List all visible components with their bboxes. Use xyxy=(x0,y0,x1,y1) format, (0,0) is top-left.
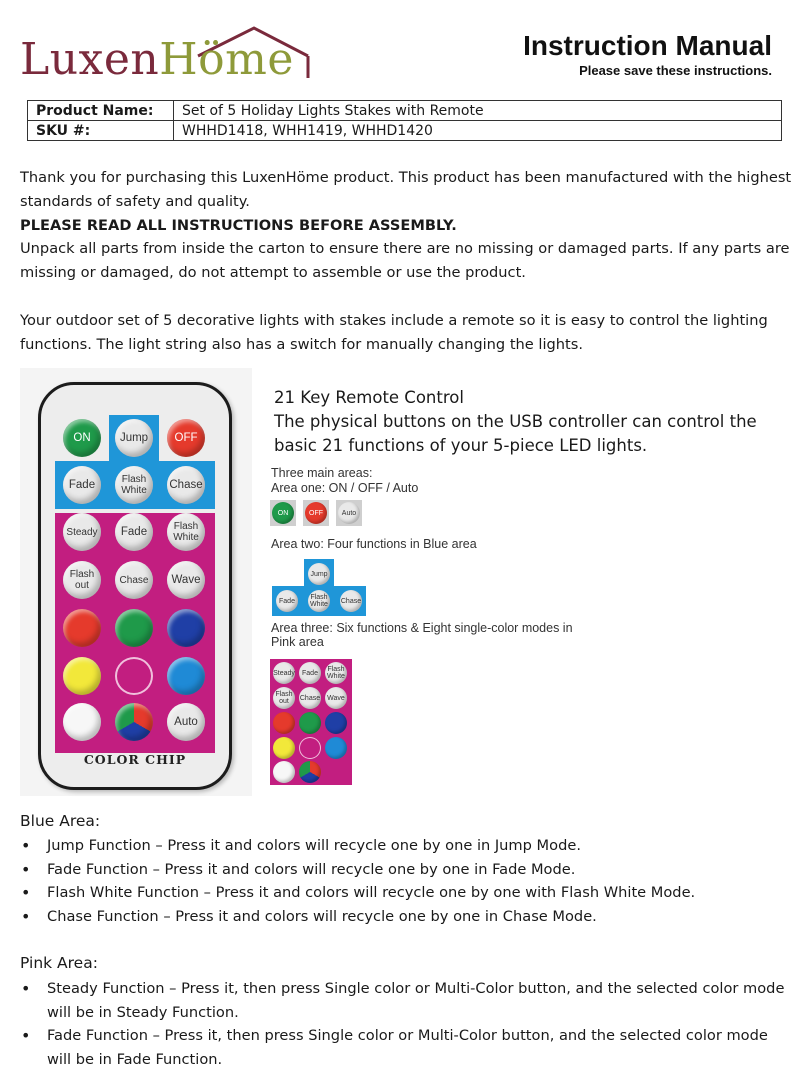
mini-fade-button: Fade xyxy=(276,590,298,612)
wave-button[interactable]: Wave xyxy=(167,561,205,599)
blue-color-button[interactable] xyxy=(167,609,205,647)
mini-chase-button: Chase xyxy=(340,590,362,612)
diagram-area-three-label: Area three: Six functions & Eight single-color modes in Pink area xyxy=(271,621,573,649)
mini-flash-white-pink-button: Flash White xyxy=(325,662,347,684)
magenta-color-button[interactable] xyxy=(115,657,153,695)
red-color-button[interactable] xyxy=(63,609,101,647)
sku-value: WHHD1418, WHH1419, WHHD1420 xyxy=(174,121,782,141)
mini-red-button xyxy=(273,712,295,734)
mini-flash-white-button: Flash White xyxy=(308,590,330,612)
logo-text-luxen: Luxen xyxy=(20,34,160,85)
mini-white-button xyxy=(273,761,295,783)
fade-pink-button[interactable]: Fade xyxy=(115,513,153,551)
mini-off-button: OFF xyxy=(305,502,327,524)
steady-button[interactable]: Steady xyxy=(63,513,101,551)
multi-color-button[interactable] xyxy=(115,703,153,741)
color-chip-label: COLOR CHIP xyxy=(83,752,187,767)
flash-white-button[interactable]: Flash White xyxy=(115,466,153,504)
flash-out-button[interactable]: Flash out xyxy=(63,561,101,599)
table-row xyxy=(28,101,782,121)
logo-text-home: Höme xyxy=(159,34,294,85)
mini-wave-button: Wave xyxy=(325,687,347,709)
list-item: • Fade Function – Press it, then press Single color or Multi-Color button, and the selected color mode will be in Fade Function. xyxy=(20,1024,792,1071)
product-name-value: Set of 5 Holiday Lights Stakes with Remote xyxy=(174,101,782,121)
jump-button[interactable]: Jump xyxy=(115,419,153,457)
chase-button[interactable]: Chase xyxy=(167,466,205,504)
list-item: • Fade Function – Press it and colors will recycle one by one in Fade Mode. xyxy=(20,858,792,882)
remote-illustration xyxy=(20,368,252,796)
mini-jump-button: Jump xyxy=(308,563,330,585)
list-item: • Flash White Function – Press it and colors will recycle one by one with Flash White Mode. xyxy=(20,881,792,905)
mini-green-button xyxy=(299,712,321,734)
chase-pink-button[interactable]: Chase xyxy=(115,561,153,599)
remote-description: The physical buttons on the USB controller can control the basic 21 functions of your 5-piece LED lights. xyxy=(274,412,757,455)
off-button[interactable]: OFF xyxy=(167,419,205,457)
flash-white-pink-button[interactable]: Flash White xyxy=(167,513,205,551)
blue-area-list xyxy=(20,834,792,928)
mini-flash-out-button: Flash out xyxy=(273,687,295,709)
mini-steady-button: Steady xyxy=(273,662,295,684)
mini-on-button: ON xyxy=(272,502,294,524)
remote-title: 21 Key Remote Control xyxy=(274,388,464,407)
on-button[interactable]: ON xyxy=(63,419,101,457)
intro-paragraph-unpack: Unpack all parts from inside the carton to ensure there are no missing or damaged parts. If any parts are missing or damaged, do not attempt to assemble or use the product. xyxy=(20,240,790,281)
mini-auto-button: Auto xyxy=(338,502,360,524)
mini-blue-button xyxy=(325,712,347,734)
brand-logo xyxy=(20,22,320,84)
white-color-button[interactable] xyxy=(63,703,101,741)
list-item: • Chase Function – Press it and colors will recycle one by one in Chase Mode. xyxy=(20,905,792,929)
light-blue-color-button[interactable] xyxy=(167,657,205,695)
remote-body xyxy=(38,382,232,790)
yellow-color-button[interactable] xyxy=(63,657,101,695)
page-subtitle: Please save these instructions. xyxy=(579,63,772,78)
diagram-area-one-label: Area one: ON / OFF / Auto xyxy=(271,481,419,495)
product-name-label: Product Name: xyxy=(28,101,174,121)
blue-area-heading: Blue Area: xyxy=(20,812,101,830)
fade-button[interactable]: Fade xyxy=(63,466,101,504)
sku-label: SKU #: xyxy=(28,121,174,141)
diagram-area-two-label: Area two: Four functions in Blue area xyxy=(271,537,477,551)
pink-area-heading: Pink Area: xyxy=(20,954,98,972)
green-color-button[interactable] xyxy=(115,609,153,647)
intro-paragraph-description: Your outdoor set of 5 decorative lights with stakes include a remote so it is easy to control the lighting functions. The light string also has a switch for manually changing the lights. xyxy=(20,312,768,353)
product-info-table xyxy=(27,100,782,141)
intro-paragraph-thanks: Thank you for purchasing this LuxenHöme product. This product has been manufactured with the highest standards of safety and quality. xyxy=(20,169,792,210)
auto-button[interactable]: Auto xyxy=(167,703,205,741)
mini-chase-pink-button: Chase xyxy=(299,687,321,709)
list-item: • Steady Function – Press it, then press Single color or Multi-Color button, and the selected color mode will be in Steady Function. xyxy=(20,977,792,1024)
mini-light-blue-button xyxy=(325,737,347,759)
mini-multi-color-button xyxy=(299,761,321,783)
pink-area-list xyxy=(20,977,792,1071)
mini-fade-pink-button: Fade xyxy=(299,662,321,684)
page-title: Instruction Manual xyxy=(523,30,772,61)
table-row xyxy=(28,121,782,141)
list-item: • Jump Function – Press it and colors will recycle one by one in Jump Mode. xyxy=(20,834,792,858)
mini-yellow-button xyxy=(273,737,295,759)
areas-diagram xyxy=(268,464,598,798)
mini-magenta-button xyxy=(299,737,321,759)
diagram-main-label: Three main areas: xyxy=(271,466,373,480)
intro-read-all-warning: PLEASE READ ALL INSTRUCTIONS BEFORE ASSEMBLY. xyxy=(20,217,457,234)
